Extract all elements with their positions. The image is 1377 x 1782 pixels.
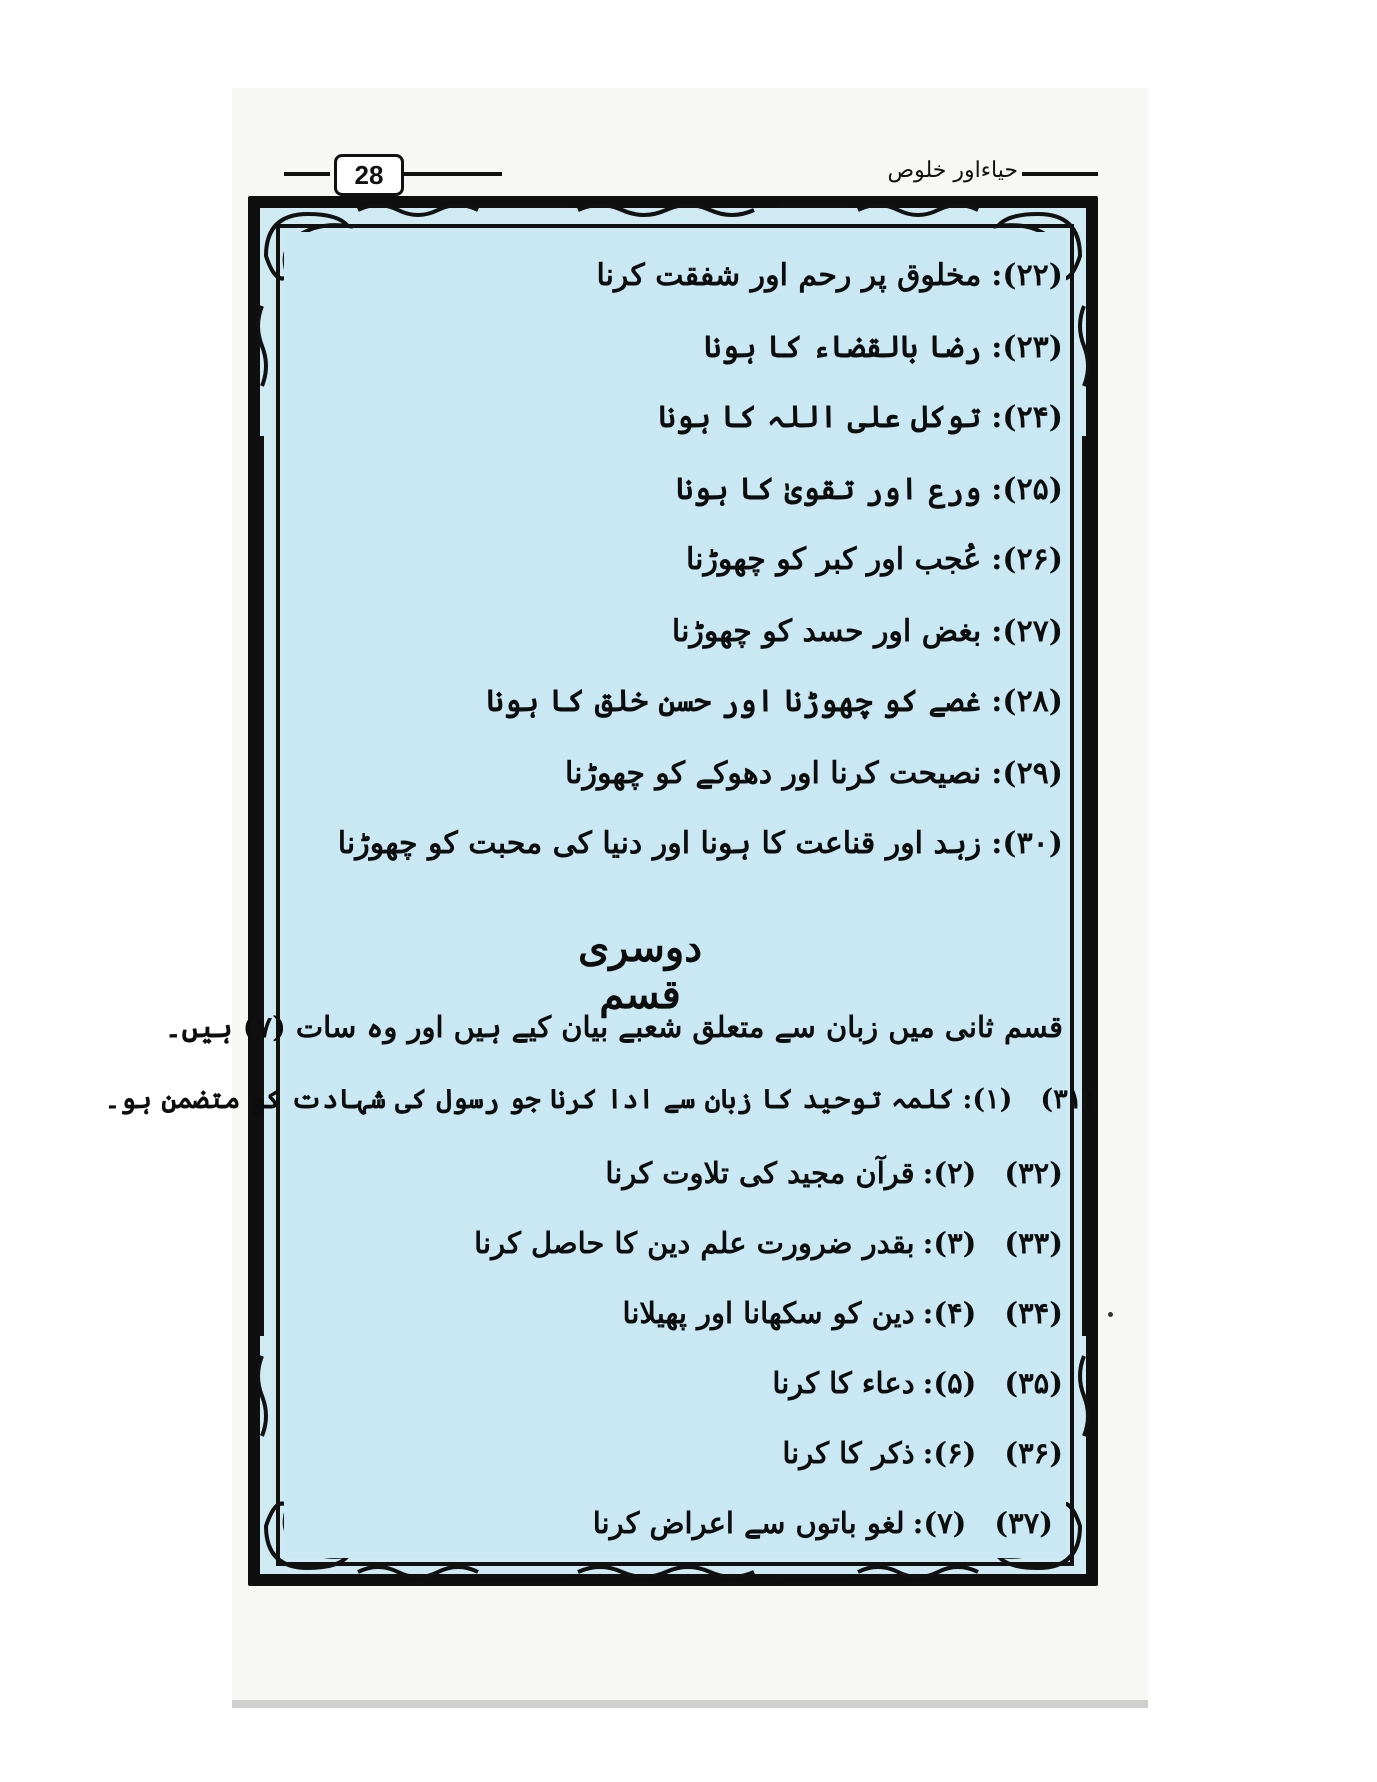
list-item: (۲۲):مخلوق پر رحم اور شفقت کرنا: [596, 258, 1063, 293]
list-item: (۳۴)(۴):دین کو سکھانا اور پھیلانا: [622, 1296, 1063, 1330]
section-intro: قسم ثانی میں زبان سے متعلق شعبے بیان کیے ہیں اور وہ سات (۷) ہیں۔: [164, 1010, 1063, 1044]
list-item: (۲۹):نصیحت کرنا اور دھوکے کو چھوڑنا: [565, 756, 1063, 791]
list-item: (۲۷):بغض اور حسد کو چھوڑنا: [671, 614, 1063, 649]
list-item: (۲۸):غصے کو چھوڑنا اور حسن خلق کا ہونا: [486, 684, 1063, 719]
list-item: (۳۰):زہد اور قناعت کا ہونا اور دنیا کی محبت کو چھوڑنا: [337, 826, 1063, 861]
list-item: (۳۷)(۷):لغو باتوں سے اعراض کرنا: [592, 1506, 1053, 1540]
list-item: (۳۲)(۲):قرآن مجید کی تلاوت کرنا: [605, 1156, 1063, 1190]
list-item: (۲۴):توکل علی اللہ کا ہونا: [658, 400, 1063, 435]
list-item: (۳۶)(۶):ذکر کا کرنا: [782, 1436, 1063, 1470]
list-item: (۳۵)(۵):دعاء کا کرنا: [772, 1366, 1063, 1400]
scan-speck: [1108, 1312, 1113, 1317]
header-rule-right: [1022, 172, 1098, 176]
list-item: (۲۵):ورع اور تقویٰ کا ہونا: [675, 472, 1063, 507]
section-heading: دوسری قسم: [577, 924, 703, 1018]
list-item: (۲۳):رضا بالقضاء کا ہونا: [703, 330, 1063, 365]
list-item: (۳۳)(۳):بقدر ضرورت علم دین کا حاصل کرنا: [474, 1226, 1063, 1260]
list-item: (۲۶):عُجب اور کبر کو چھوڑنا: [685, 542, 1063, 577]
header-rule-left: [284, 172, 330, 176]
book-title: حیاءاور خلوص: [887, 158, 1018, 183]
scan-edge: [232, 1700, 1148, 1708]
page-number: 28: [334, 154, 404, 196]
header-rule-middle: [402, 172, 502, 176]
list-item: (۳۱)(۱):کلمہ توحید کا زبان سے ادا کرنا جو رسول کی شہادت کو متضمن ہو۔: [104, 1084, 1095, 1115]
